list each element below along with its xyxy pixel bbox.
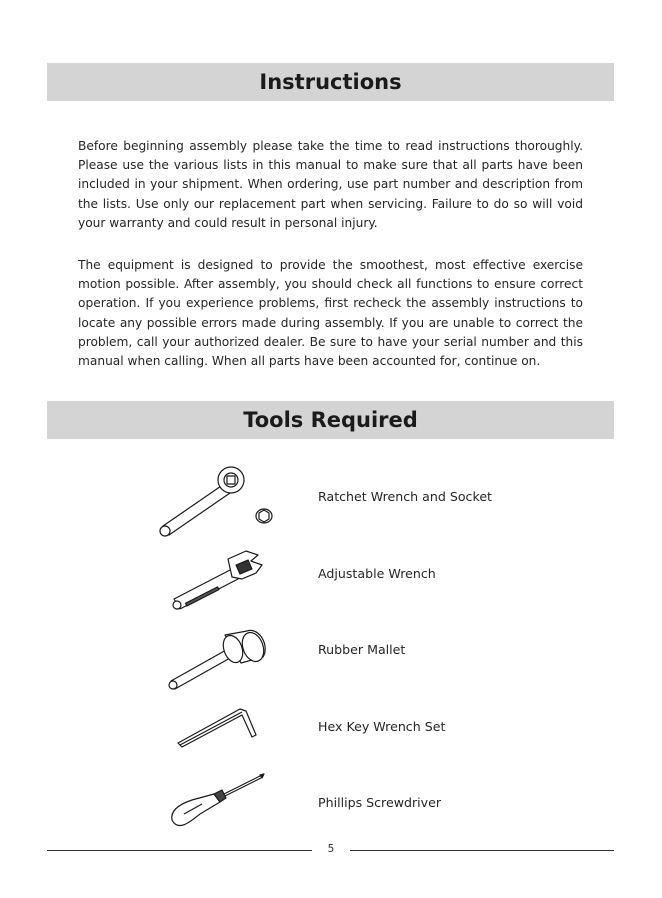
instructions-paragraph-2: The equipment is designed to provide the smoothest, most effective exercise motion possible. After assembly, you should check all functions to ensure correct operation. If you experience problems, first recheck the assembly instructions to locate any possible errors made during assembly. If you are unable to correct the problem, call your authorized dealer. Be sure to have your serial number and this manual when calling. When all parts have been accounted for, continue on. (78, 258, 583, 369)
tool-label-hex-key: Hex Key Wrench Set (318, 719, 446, 734)
page-number: 5 (327, 843, 335, 855)
instructions-paragraph-1: Before beginning assembly please take the time to read instructions thoroughly. Please use the various lists in this manual to make sure that all parts have been included in your shipment. When ordering, use part number and description from the lists. Use only our replacement part when servicing. Failure to do so will void your warranty and could result in personal injury. (78, 139, 583, 230)
adjustable-wrench-icon (166, 547, 270, 613)
tools-heading: Tools Required (47, 401, 614, 439)
footer-rule-left (47, 850, 312, 851)
ratchet-wrench-icon (150, 460, 280, 538)
hex-key-icon (174, 705, 262, 751)
rubber-mallet-icon (165, 625, 269, 693)
screwdriver-icon (166, 770, 270, 834)
tool-label-rubber-mallet: Rubber Mallet (318, 642, 406, 657)
tool-label-adjustable-wrench: Adjustable Wrench (318, 566, 436, 581)
instructions-heading: Instructions (47, 63, 614, 101)
tool-label-screwdriver: Phillips Screwdriver (318, 795, 442, 810)
footer-rule-right (350, 850, 614, 851)
tool-label-ratchet-wrench: Ratchet Wrench and Socket (318, 489, 492, 504)
